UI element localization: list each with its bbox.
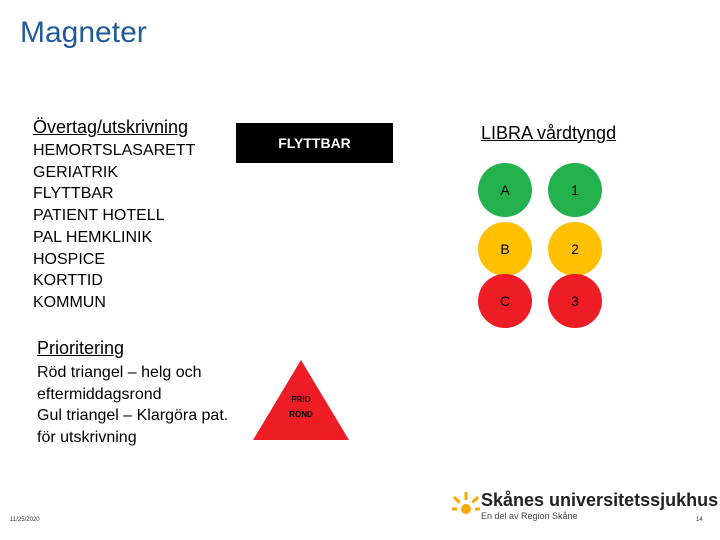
prio-rond-triangle [253, 360, 349, 440]
libra-circle-a: A [478, 163, 532, 217]
libra-heading: LIBRA vårdtyngd [481, 123, 617, 143]
libra-circle-1: 1 [548, 163, 602, 217]
overtag-list [33, 140, 195, 314]
list-item: HEMORTSLASARETT [33, 142, 196, 159]
logo-subtitle: En del av Region Skåne [481, 511, 578, 521]
libra-circle-3: 3 [548, 274, 602, 328]
list-item: KOMMUN [33, 293, 106, 311]
list-item: FLYTTBAR [33, 185, 114, 203]
libra-circle-2: 2 [548, 222, 602, 276]
flyttbar-magnet: FLYTTBAR [236, 123, 393, 163]
sun-logo-icon [452, 491, 480, 519]
logo-name: Skånes universitetssjukhus [481, 490, 719, 510]
overtag-heading: Övertag/utskrivning [33, 117, 189, 137]
list-item: PATIENT HOTELL [33, 207, 165, 225]
prioritering-line: Röd triangel – helg och eftermiddagsrond [37, 364, 202, 403]
triangle-label-prio: PRIO [291, 395, 311, 404]
prioritering-line: Gul triangel – Klargöra pat. för utskrivning [37, 407, 229, 447]
list-item: HOSPICE [33, 250, 106, 268]
page-title: Magneter [20, 16, 147, 49]
libra-circle-b: B [478, 222, 532, 276]
libra-circle-c: C [478, 274, 532, 328]
footer-date: 11/25/2020 [10, 517, 40, 523]
page-number: 14 [696, 517, 703, 523]
list-item: GERIATRIK [33, 163, 119, 181]
list-item: PAL HEMKLINIK [33, 228, 153, 246]
prioritering-description [37, 362, 237, 449]
list-item: KORTTID [33, 272, 103, 290]
prioritering-heading: Prioritering [37, 338, 125, 358]
triangle-label-rond: ROND [289, 410, 313, 419]
